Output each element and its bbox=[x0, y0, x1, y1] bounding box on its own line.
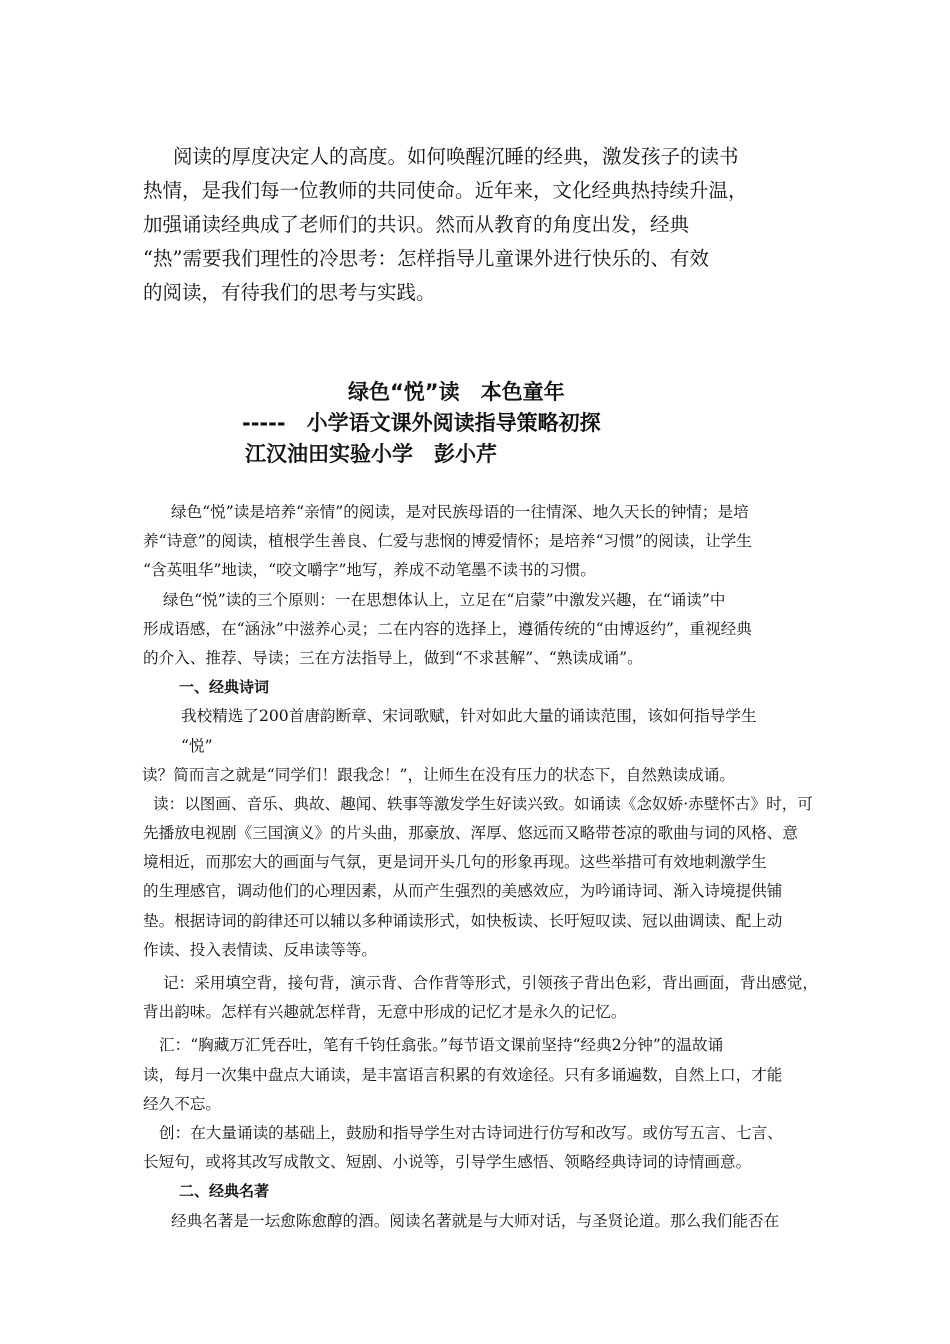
intro-line: “热”需要我们理性的冷思考：怎样指导儿童课外进行快乐的、有效 bbox=[143, 247, 709, 270]
paragraph-line: 读，每月一次集中盘点大诵读，是丰富语言积累的有效途径。只有多诵遍数，自然上口，才能 bbox=[143, 1065, 783, 1084]
paragraph-line: 绿色“悦”读的三个原则：一在思想体认上，立足在“启蒙”中激发兴趣，在“诵读”中 bbox=[163, 590, 726, 609]
paragraph-line: 养“诗意”的阅读，植根学生善良、仁爱与悲悯的博爱情怀；是培养“习惯”的阅读，让学生 bbox=[143, 532, 752, 551]
paragraph-line: 绿色“悦”读是培养“亲情”的阅读，是对民族母语的一往情深、地久天长的钟情；是培 bbox=[171, 503, 749, 521]
paragraph-line: “含英咀华”地读，“咬文嚼字”地写，养成不动笔墨不读书的习惯。 bbox=[143, 561, 596, 580]
intro-paragraph bbox=[143, 140, 809, 310]
paragraph-line: 读：以图画、音乐、典故、趣闻、轶事等激发学生好读兴致。如诵读《念奴娇·赤壁怀古》时，可 bbox=[153, 794, 813, 813]
author-line: 江汉油田实验小学 彭小芹 bbox=[245, 442, 497, 466]
paragraph-line: 读？简而言之就是“同学们！跟我念！”，让师生在没有压力的状态下，自然熟读成诵。 bbox=[142, 765, 735, 784]
subtitle: ----- 小学语文课外阅读指导策略初探 bbox=[242, 411, 601, 435]
paragraph-line: 汇：“胸藏万汇凭吞吐，笔有千钧任翕张。”每节语文课前坚持“经典2分钟”的温故诵 bbox=[159, 1036, 724, 1055]
paragraph-line: 我校精选了200首唐韵断章、宋词歌赋，针对如此大量的诵读范围，该如何指导学生 bbox=[181, 707, 757, 726]
main-title: 绿色“悦”读 本色童年 bbox=[348, 380, 565, 404]
section-heading-2: 二、经典名著 bbox=[179, 1182, 270, 1201]
paragraph-line: 境相近，而那宏大的画面与气氛，更是词开头几句的形象再现。这些举措可有效地刺激学生 bbox=[143, 853, 767, 872]
intro-line: 阅读的厚度决定人的高度。如何唤醒沉睡的经典，激发孩子的读书 bbox=[173, 145, 739, 168]
paragraph-line: 背出韵味。怎样有兴趣就怎样背，无意中形成的记忆才是永久的记忆。 bbox=[143, 1003, 627, 1022]
article-body bbox=[142, 498, 818, 1236]
paragraph-line: 经典名著是一坛愈陈愈醇的酒。阅读名著就是与大师对话，与圣贤论道。那么我们能否在 bbox=[171, 1211, 780, 1230]
paragraph-line: 先播放电视剧《三国演义》的片头曲，那豪放、浑厚、悠远而又略带苍凉的歌曲与词的风格、意 bbox=[143, 824, 798, 843]
paragraph-line: 的生理感官，调动他们的心理因素，从而产生强烈的美感效应，为吟诵诗词、渐入诗境提供铺 bbox=[143, 882, 783, 901]
section-heading-1: 一、经典诗词 bbox=[179, 678, 270, 697]
intro-line: 加强诵读经典成了老师们的共识。然而从教育的角度出发，经典 bbox=[143, 213, 690, 236]
paragraph-line: 经久不忘。 bbox=[143, 1094, 221, 1113]
paragraph-line: 记：采用填空背，接句背，演示背、合作背等形式，引领孩子背出色彩，背出画面，背出感觉， bbox=[163, 974, 818, 992]
paragraph-line: 作读、投入表情读、反串读等等。 bbox=[143, 940, 377, 959]
intro-line: 热情，是我们每一位教师的共同使命。近年来，文化经典热持续升温， bbox=[143, 179, 748, 202]
paragraph-line: 形成语感，在“涵泳”中滋养心灵；二在内容的选择上，遵循传统的“由博返约”，重视经典 bbox=[143, 619, 752, 638]
paragraph-line: 的介入、推荐、导读；三在方法指导上，做到“不求甚解”、“熟读成诵”。 bbox=[143, 648, 643, 667]
paragraph-line: 创：在大量诵读的基础上，鼓励和指导学生对古诗词进行仿写和改写。或仿写五言、七言、 bbox=[159, 1123, 783, 1142]
paragraph-line: “悦” bbox=[181, 736, 213, 755]
intro-line: 的阅读，有待我们的思考与实践。 bbox=[143, 281, 436, 304]
paragraph-line: 垫。根据诗词的韵律还可以辅以多种诵读形式，如快板读、长吁短叹读、冠以曲调读、配上动 bbox=[143, 911, 783, 930]
paragraph-line: 长短句，或将其改写成散文、短剧、小说等，引导学生感悟、领略经典诗词的诗情画意。 bbox=[143, 1153, 752, 1172]
